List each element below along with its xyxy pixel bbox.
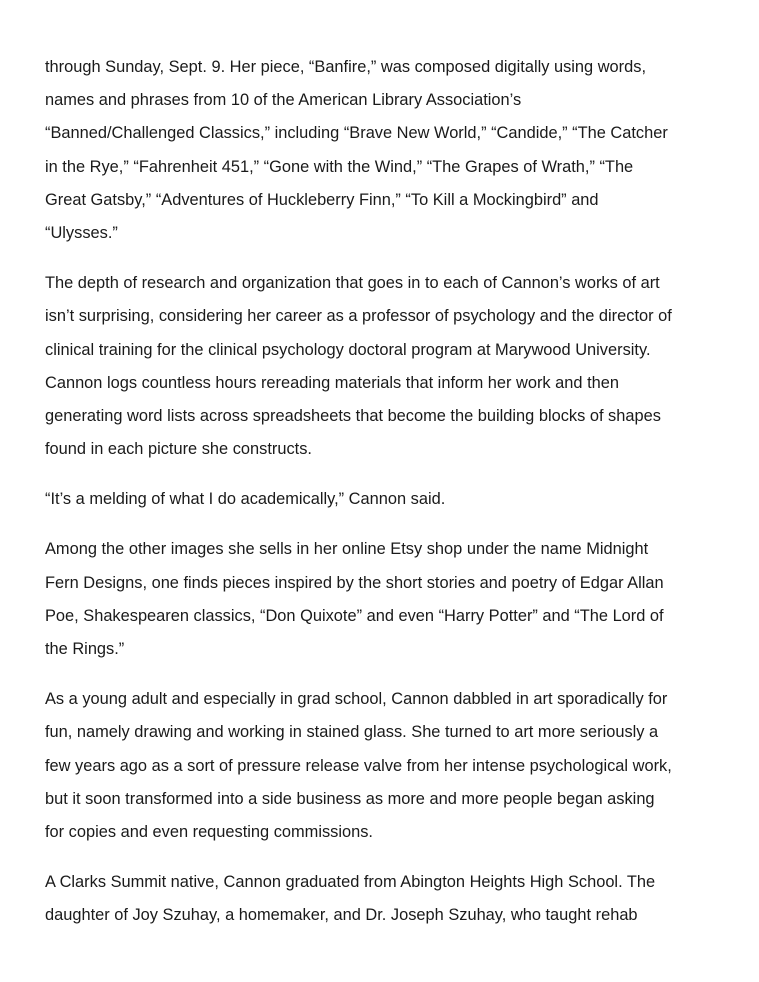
text-line: but it soon transformed into a side business as more and more people began asking — [45, 789, 655, 808]
paragraph-young-adult — [45, 683, 720, 849]
paragraph-etsy-shop — [45, 533, 720, 666]
text-line: found in each picture she constructs. — [45, 440, 312, 459]
text-line: Cannon logs countless hours rereading materials that inform her work and then — [45, 373, 619, 392]
text-line: A Clarks Summit native, Cannon graduated from Abington Heights High School. The — [45, 873, 656, 892]
text-line: “Ulysses.” — [45, 223, 118, 242]
paragraph-banfire — [45, 51, 720, 250]
text-line: Great Gatsby,” “Adventures of Huckleberry Finn,” “To Kill a Mockingbird” and — [45, 190, 599, 209]
text-line: Among the other images she sells in her online Etsy shop under the name Midnight — [45, 540, 649, 559]
text-line: daughter of Joy Szuhay, a homemaker, and Dr. Joseph Szuhay, who taught rehab — [45, 906, 638, 925]
text-line: fun, namely drawing and working in stained glass. She turned to art more seriously a — [45, 723, 659, 742]
text-line: Poe, Shakespearen classics, “Don Quixote” and even “Harry Potter” and “The Lord of — [45, 606, 664, 625]
text-line: Fern Designs, one finds pieces inspired by the short stories and poetry of Edgar Allan — [45, 573, 664, 592]
text-line: “Banned/Challenged Classics,” including “Brave New World,” “Candide,” “The Catcher — [45, 124, 668, 143]
text-line: isn’t surprising, considering her career as a professor of psychology and the director of — [45, 307, 672, 326]
text-line: clinical training for the clinical psychology doctoral program at Marywood University. — [45, 340, 651, 359]
text-line: “It’s a melding of what I do academically,” Cannon said. — [45, 490, 446, 509]
paragraph-quote — [45, 483, 720, 516]
text-line: for copies and even requesting commissions. — [45, 822, 373, 841]
article-body — [45, 51, 720, 950]
text-line: the Rings.” — [45, 640, 125, 658]
text-line: names and phrases from 10 of the American Library Association’s — [45, 91, 522, 110]
text-line: The depth of research and organization that goes in to each of Cannon’s works of art — [45, 274, 660, 293]
text-line: through Sunday, Sept. 9. Her piece, “Banfire,” was composed digitally using words, — [45, 58, 646, 76]
text-line: in the Rye,” “Fahrenheit 451,” “Gone with the Wind,” “The Grapes of Wrath,” “The — [45, 157, 634, 176]
text-line: generating word lists across spreadsheets that become the building blocks of shapes — [45, 406, 661, 425]
paragraph-native — [45, 866, 720, 932]
paragraph-research — [45, 267, 720, 466]
text-line: few years ago as a sort of pressure release valve from her intense psychological work, — [45, 756, 672, 775]
text-line: As a young adult and especially in grad school, Cannon dabbled in art sporadically for — [45, 690, 668, 709]
